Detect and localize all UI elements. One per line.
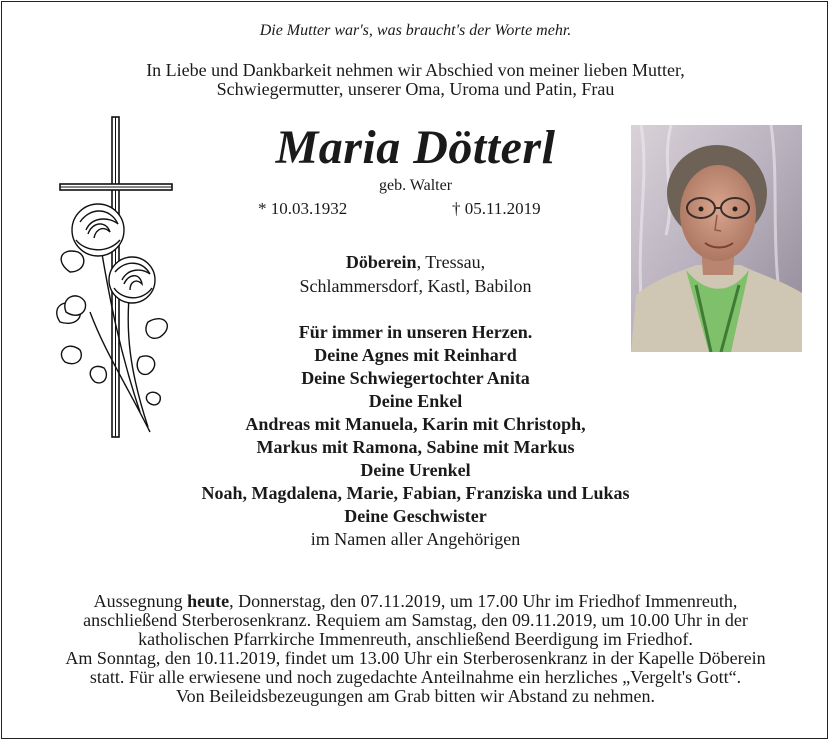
- notice-line: katholischen Pfarrkirche Immenreuth, anschließend Beerdigung im Friedhof.: [138, 629, 693, 649]
- other-places: , Tressau,: [416, 252, 486, 272]
- places-line-1: [0, 250, 831, 274]
- notice-line: anschließend Sterberosenkranz. Requiem am Samstag, den 09.11.2019, um 10.00 Uhr in der: [83, 610, 748, 630]
- notice-line: [0, 592, 831, 611]
- mourners-list: [0, 321, 831, 551]
- main-place: Döberein: [345, 252, 417, 272]
- funeral-notice: [0, 592, 831, 706]
- mourner-line: Deine Schwiegertochter Anita: [301, 368, 530, 388]
- intro-line: Schwiegermutter, unserer Oma, Uroma und Patin, Frau: [216, 79, 615, 99]
- notice-emphasis: heute: [187, 591, 230, 611]
- portrait-photo: [631, 125, 802, 352]
- mourner-line: Deine Urenkel: [360, 460, 471, 480]
- intro-text: [0, 61, 831, 99]
- mourner-line: Deine Agnes mit Reinhard: [314, 345, 517, 365]
- mourner-line: Markus mit Ramona, Sabine mit Markus: [256, 437, 575, 457]
- mourner-line: im Namen aller Angehörigen: [310, 529, 521, 549]
- mourner-line: Für immer in unseren Herzen.: [298, 322, 533, 342]
- places-line-2: Schlammersdorf, Kastl, Babilon: [299, 276, 532, 296]
- birth-date: * 10.03.1932: [258, 199, 348, 218]
- mourner-line: Deine Geschwister: [344, 506, 487, 526]
- notice-line: Von Beileidsbezeugungen am Grab bitten wir Abstand zu nehmen.: [175, 686, 656, 706]
- notice-text: , Donnerstag, den 07.11.2019, um 17.00 Uhr im Friedhof Immenreuth,: [229, 591, 738, 611]
- places: [0, 250, 831, 298]
- mourner-line: Andreas mit Manuela, Karin mit Christoph,: [245, 414, 586, 434]
- death-date: † 05.11.2019: [452, 199, 541, 218]
- maiden-name: geb. Walter: [378, 177, 453, 194]
- intro-line: In Liebe und Dankbarkeit nehmen wir Abschied von meiner lieben Mutter,: [146, 60, 685, 80]
- notice-line: Am Sonntag, den 10.11.2019, findet um 13.00 Uhr ein Sterberosenkranz in der Kapelle Döberein: [65, 648, 766, 668]
- mourner-line: Noah, Magdalena, Marie, Fabian, Franziska und Lukas: [201, 483, 630, 503]
- notice-line: statt. Für alle erwiesene und noch zugedachte Anteilnahme ein herzliches „Vergelt's Gott“.: [89, 667, 742, 687]
- notice-text: Aussegnung: [93, 591, 188, 611]
- mourner-line: Deine Enkel: [368, 391, 463, 411]
- deceased-name: Maria Dötterl: [275, 121, 556, 174]
- motto: Die Mutter war's, was braucht's der Worte mehr.: [259, 22, 572, 39]
